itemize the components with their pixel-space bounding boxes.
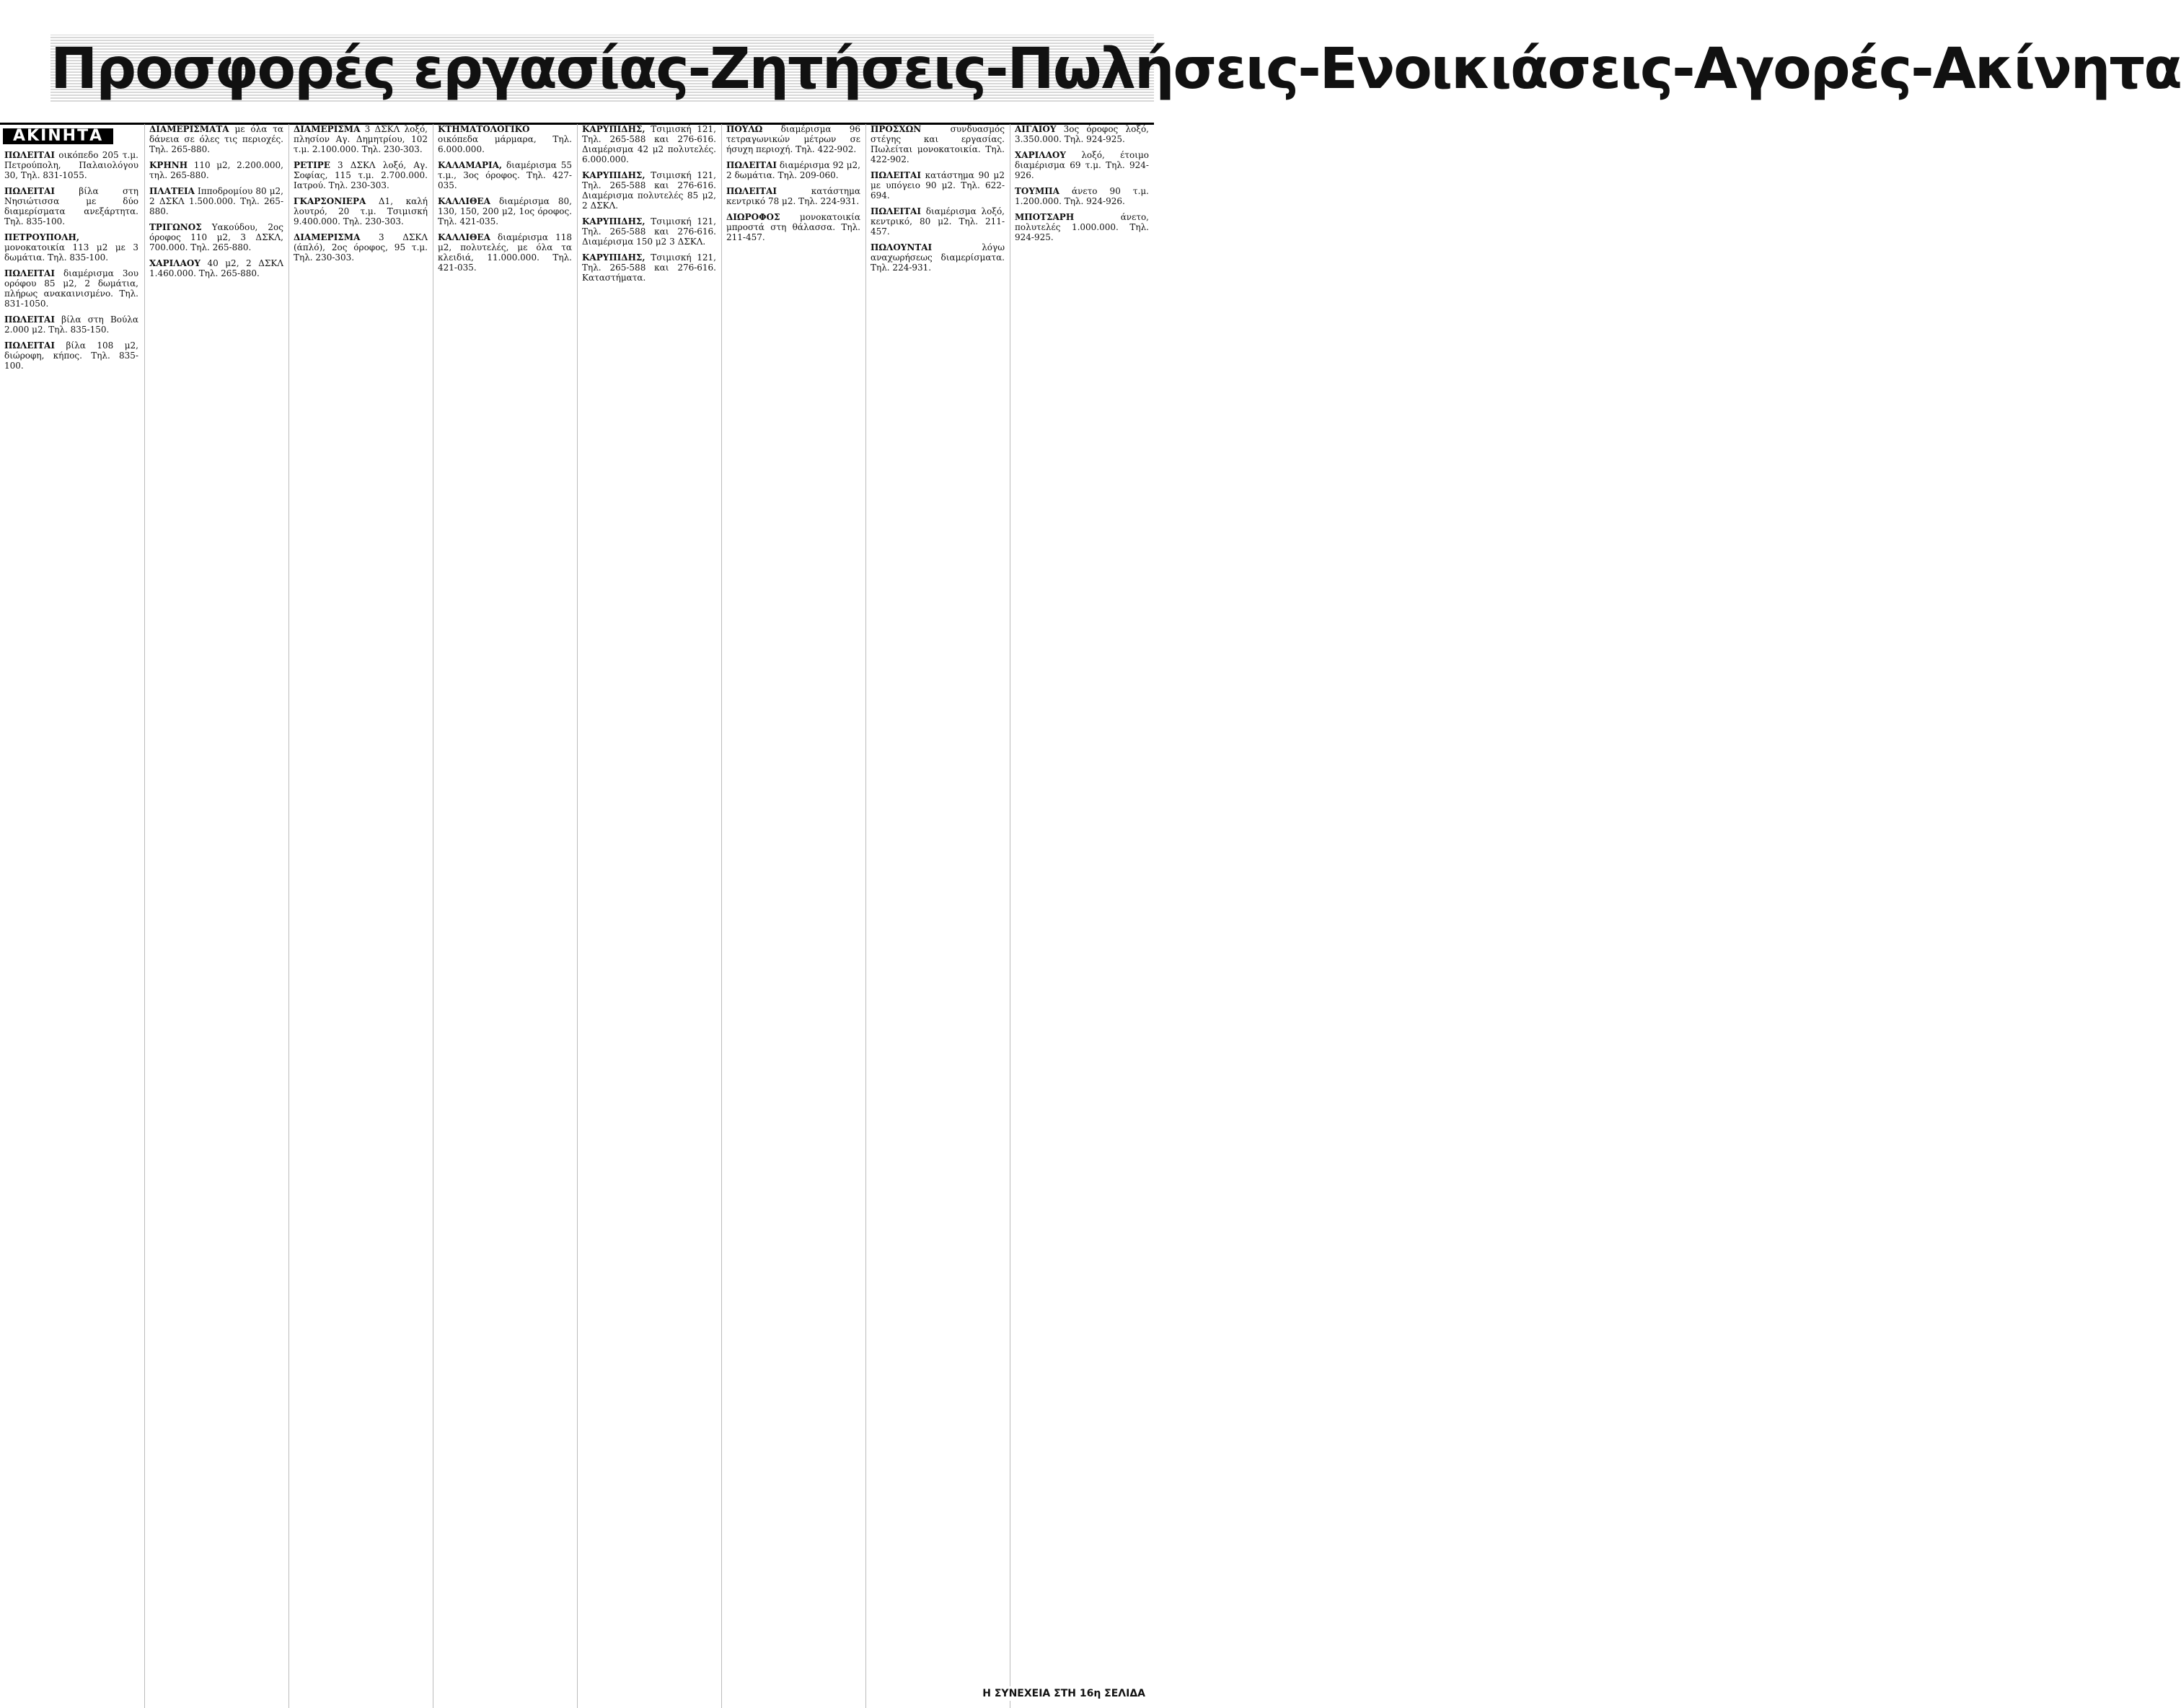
classified-column — [1010, 124, 1153, 1708]
ad-text: Ιπποδρομίου 80 μ2, 2 ΔΣΚΛ 1.500.000. Τηλ. 265-880. — [149, 186, 283, 216]
ad-text: κατάστημα κεντρικό 78 μ2. Τηλ. 224-931. — [726, 186, 860, 206]
classified-ad — [578, 216, 721, 247]
ad-text: μονοκατοικία μπροστά στη θάλασσα. Τηλ. 211-457. — [726, 212, 860, 242]
ad-text: 40 μ2, 2 ΔΣΚΛ 1.460.000. Τηλ. 265-880. — [149, 258, 283, 278]
classified-ad — [289, 196, 432, 226]
classified-column — [288, 124, 432, 1708]
ad-lead: ΚΑΛΑΜΑΡΙΑ, — [438, 160, 503, 170]
ad-text: Τσιμισκή 121, Τηλ. 265-588 και 276-616. Διαμέρισμα 42 μ2 πολυτελές. 6.000.000. — [582, 124, 716, 164]
ad-lead: ΠΩΛΕΙΤΑΙ — [871, 206, 921, 216]
ad-text: βίλα στη Νησιώτισσα με δύο διαμερίσματα ανεξάρτητα. Τηλ. 835-100. — [4, 186, 138, 226]
ad-text: 3 ΔΣΚΛ λοξό, Αγ. Σοφίας, 115 τ.μ. 2.700.000. Ιατρού. Τηλ. 230-303. — [294, 160, 428, 190]
ad-lead: ΠΩΛΕΙΤΑΙ — [4, 268, 55, 278]
ad-lead: ΔΙΑΜΕΡΙΣΜΑ — [294, 124, 361, 134]
ad-text: άνετο 90 τ.μ. 1.200.000. Τηλ. 924-926. — [1015, 186, 1149, 206]
ad-text: 3ος όροφος λοξό, 3.350.000. Τηλ. 924-925. — [1015, 124, 1149, 144]
ad-lead: ΤΟΥΜΠΑ — [1015, 186, 1059, 196]
continuation-note: Η ΣΥΝΕΧΕΙΑ ΣΤΗ 16η ΣΕΛΙΔΑ — [979, 1686, 1148, 1701]
ad-text: διαμέρισμα 3ου ορόφου 85 μ2, 2 δωμάτια, πλήρως ανακαινισμένο. Τηλ. 831-1050. — [4, 268, 138, 309]
ad-text: Τσιμισκή 121, Τηλ. 265-588 και 276-616. Διαμέρισμα 150 μ2 3 ΔΣΚΛ. — [582, 216, 716, 247]
classified-ad — [0, 232, 143, 263]
classified-ad — [433, 232, 576, 273]
ad-text: διαμέρισμα 118 μ2, πολυτελές, με όλα τα κλειδιά, 11.000.000. Τηλ. 421-035. — [438, 232, 572, 273]
classified-ad — [145, 186, 288, 216]
ad-text: διαμέρισμα 55 τ.μ., 3ος όροφος. Τηλ. 427-035. — [438, 160, 572, 190]
section-heading: ΑΚΙΝΗΤΑ — [3, 128, 113, 144]
ad-text: κατάστημα 90 μ2 με υπόγειο 90 μ2. Τηλ. 622-694. — [871, 170, 1005, 201]
ad-lead: ΚΑΡΥΠΙΔΗΣ, — [582, 216, 646, 226]
classified-ad — [1010, 124, 1153, 144]
ad-lead: ΚΤΗΜΑΤΟΛΟΓΙΚΟ — [438, 124, 530, 134]
ad-lead: ΠΩΛΟΥΝΤΑΙ — [871, 242, 933, 252]
ad-text: με όλα τα δάνεια σε όλες τις περιοχές. Τηλ. 265-880. — [149, 124, 283, 154]
ad-text: 3 ΔΣΚΛ λοξό, πλησίον Αγ. Δημητρίου, 102 τ.μ. 2.100.000. Τηλ. 230-303. — [294, 124, 428, 154]
ad-text: λοξό, έτοιμο διαμέρισμα 69 τ.μ. Τηλ. 924-926. — [1015, 150, 1149, 180]
classified-ad — [1010, 212, 1153, 242]
page-title: Προσφορές εργασίας-Ζητήσεις-Πωλήσεις-Ενοικιάσεις-Αγορές-Ακίνητα — [50, 35, 1154, 103]
ad-text: διαμέρισμα λοξό, κεντρικό, 80 μ2. Τηλ. 211-457. — [871, 206, 1005, 237]
ad-lead: ΠΕΤΡΟΥΠΟΛΗ, — [4, 232, 80, 242]
ad-lead: ΠΩΛΕΙΤΑΙ — [4, 314, 55, 325]
ad-text: βίλα στη Βούλα 2.000 μ2. Τηλ. 835-150. — [4, 314, 138, 335]
ad-lead: ΚΑΡΥΠΙΔΗΣ, — [582, 252, 646, 263]
ad-lead: ΔΙΑΜΕΡΙΣΜΑΤΑ — [149, 124, 229, 134]
classified-column — [433, 124, 576, 1708]
ad-lead: ΓΚΑΡΣΟΝΙΕΡΑ — [294, 196, 366, 206]
ad-text: λόγω αναχωρήσεως διαμερίσματα. Τηλ. 224-931. — [871, 242, 1005, 273]
masthead-banner — [0, 0, 2181, 125]
ad-text: Τσιμισκή 121, Τηλ. 265-588 και 276-616. Καταστήματα. — [582, 252, 716, 283]
classified-ad — [722, 124, 865, 154]
ad-text: συνδυασμός στέγης και εργασίας. Πωλείται μονοκατοικία. Τηλ. 422-902. — [871, 124, 1005, 164]
ad-text: μονοκατοικία 113 μ2 με 3 δωμάτια. Τηλ. 835-100. — [4, 242, 138, 263]
classified-ad — [433, 124, 576, 154]
classified-ad — [0, 314, 143, 335]
ad-text: διαμέρισμα 80, 130, 150, 200 μ2, 1ος όροφος. Τηλ. 421-035. — [438, 196, 572, 226]
classified-ad — [289, 160, 432, 190]
classified-ad — [289, 232, 432, 263]
classified-ad — [578, 170, 721, 211]
ad-text: Υακούδου, 2ος όροφος 110 μ2, 3 ΔΣΚΛ, 700.000. Τηλ. 265-880. — [149, 222, 283, 252]
ad-text: 110 μ2, 2.200.000, τηλ. 265-880. — [149, 160, 283, 180]
classified-ad — [1010, 150, 1153, 180]
classified-ad — [0, 150, 143, 180]
classified-ad — [0, 340, 143, 371]
ad-lead: ΚΡΗΝΗ — [149, 160, 188, 170]
ad-text: 3 ΔΣΚΛ (άπλό), 2ος όροφος, 95 τ.μ. Τηλ. 230-303. — [294, 232, 428, 263]
ad-text: διαμέρισμα 96 τετραγωνικών μέτρων σε ήσυχη περιοχή. Τηλ. 422-902. — [726, 124, 860, 154]
classified-column — [0, 124, 143, 1708]
ad-lead: ΚΑΛΛΙΘΕΑ — [438, 232, 490, 242]
classified-ad — [578, 252, 721, 283]
ad-lead: ΤΡΙΓΩΝΟΣ — [149, 222, 202, 232]
ad-lead: ΔΙΩΡΟΦΟΣ — [726, 212, 780, 222]
classified-ad — [722, 212, 865, 242]
classified-ad — [145, 222, 288, 252]
classified-ad — [866, 124, 1009, 164]
ad-text: Τσιμισκή 121, Τηλ. 265-588 και 276-616. Διαμέρισμα πολυτελές 85 μ2, 2 ΔΣΚΛ. — [582, 170, 716, 211]
classified-column — [577, 124, 721, 1708]
classified-ad — [866, 206, 1009, 237]
ad-lead: ΠΩΛΕΙΤΑΙ — [4, 340, 55, 351]
ad-lead: ΠΩΛΕΙΤΑΙ — [4, 150, 55, 160]
ad-text: διαμέρισμα 92 μ2, 2 δωμάτια. Τηλ. 209-060. — [726, 160, 860, 180]
ad-lead: ΑΙΓΑΙΟΥ — [1015, 124, 1057, 134]
classified-ad — [866, 242, 1009, 273]
classified-ad — [289, 124, 432, 154]
ad-text: άνετο, πολυτελές 1.000.000. Τηλ. 924-925. — [1015, 212, 1149, 242]
ad-text: οικόπεδο 205 τ.μ. Πετρούπολη, Παλαιολόγου 30, Τηλ. 831-1055. — [4, 150, 138, 180]
classified-ad — [145, 258, 288, 278]
ad-lead: ΚΑΡΥΠΙΔΗΣ, — [582, 124, 646, 134]
classifieds-columns — [0, 124, 1154, 1708]
classified-ad — [145, 160, 288, 180]
classified-ad — [578, 124, 721, 164]
classified-ad — [722, 160, 865, 180]
ad-lead: ΧΑΡΙΛΑΟΥ — [1015, 150, 1066, 160]
ad-text: βίλα 108 μ2, διώροφη, κήπος. Τηλ. 835-100. — [4, 340, 138, 371]
ad-lead: ΠΛΑΤΕΙΑ — [149, 186, 195, 196]
classified-ad — [145, 124, 288, 154]
classified-column — [721, 124, 865, 1708]
ad-lead: ΡΕΤΙΡΕ — [294, 160, 330, 170]
ad-lead: ΠΩΛΕΙΤΑΙ — [726, 160, 777, 170]
ad-lead: ΧΑΡΙΛΑΟΥ — [149, 258, 201, 268]
classified-ad — [1010, 186, 1153, 206]
ad-text: Δ1, καλή λουτρό, 20 τ.μ. Τσιμισκή 9.400.000. Τηλ. 230-303. — [294, 196, 428, 226]
ad-lead: ΠΩΛΕΙΤΑΙ — [871, 170, 921, 180]
classified-ad — [433, 196, 576, 226]
ad-text: οικόπεδα μάρμαρα, Τηλ. 6.000.000. — [438, 134, 572, 154]
classified-column — [865, 124, 1009, 1708]
ad-lead: ΠΟΥΛΩ — [726, 124, 763, 134]
ad-lead: ΠΩΛΕΙΤΑΙ — [726, 186, 777, 196]
ad-lead: ΜΠΟΤΣΑΡΗ — [1015, 212, 1075, 222]
ad-lead: ΚΑΛΛΙΘΕΑ — [438, 196, 490, 206]
classified-ad — [0, 186, 143, 226]
ad-lead: ΠΡΟΣΧΩΝ — [871, 124, 922, 134]
classified-ad — [433, 160, 576, 190]
ad-lead: ΠΩΛΕΙΤΑΙ — [4, 186, 55, 196]
classified-ad — [722, 186, 865, 206]
classified-ad — [0, 268, 143, 309]
classified-column — [144, 124, 288, 1708]
classified-ad — [866, 170, 1009, 201]
ad-lead: ΔΙΑΜΕΡΙΣΜΑ — [294, 232, 361, 242]
ad-lead: ΚΑΡΥΠΙΔΗΣ, — [582, 170, 646, 180]
